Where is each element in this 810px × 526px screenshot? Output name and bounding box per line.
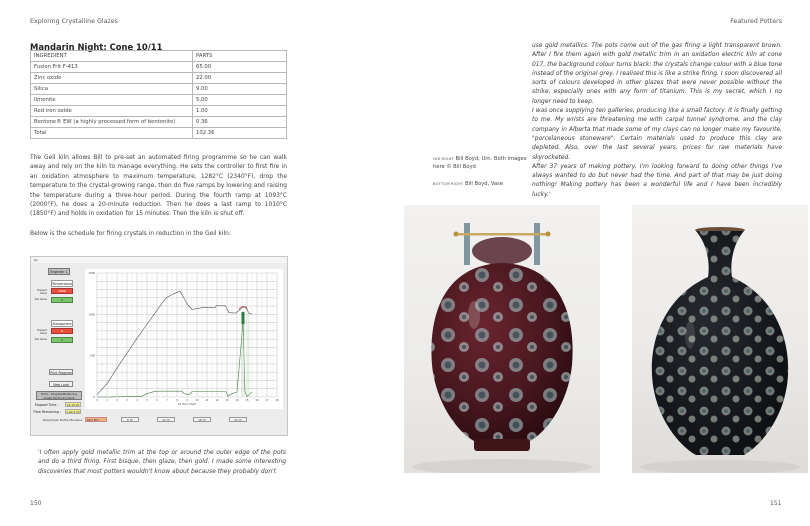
new-load-button[interactable]: New Load: [49, 381, 73, 387]
range-12hr-button[interactable]: 12 Hr: [157, 417, 175, 422]
parts-cell: 0.36: [193, 117, 287, 128]
svg-text:17: 17: [265, 399, 269, 402]
recipe-table: [30, 50, 287, 139]
table-row: [31, 106, 287, 117]
header-ingredient: INGREDIENT: [31, 51, 193, 62]
caption-text: Bill Boyd, Vase: [464, 181, 504, 187]
present-value-label: Present Value: [37, 289, 47, 295]
ingredient-cell: Zinc oxide: [31, 73, 193, 84]
svg-text:6: 6: [156, 399, 158, 402]
header-parts: PARTS: [193, 51, 287, 62]
table-total-row: [31, 128, 287, 139]
ingredient-cell: Bentone® EW (a highly processed form of bentonite): [31, 117, 193, 128]
ramp-soak-label: Ramp/Soak Profile Filename:: [43, 418, 83, 422]
firing-schedule-chart: [85, 269, 283, 409]
urn-photo: [404, 205, 600, 473]
ingredient-cell: Silica: [31, 84, 193, 95]
svg-text:11: 11: [205, 399, 209, 402]
temperature-label: Temperature: [52, 282, 73, 286]
svg-text:7: 7: [166, 399, 168, 402]
print-program-button[interactable]: Print Program: [50, 371, 72, 375]
parts-cell: 102.36: [193, 128, 287, 139]
table-row: [31, 62, 287, 73]
set-value-label: Set Value: [34, 298, 47, 301]
caption-label: FAR RIGHT: [433, 157, 454, 161]
range-18hr-button[interactable]: 18 Hr: [193, 417, 211, 422]
vase-illustration: [632, 205, 808, 473]
control-panel: [31, 263, 83, 413]
svg-text:3: 3: [126, 399, 128, 402]
caption-bottom-right: [433, 180, 533, 188]
svg-text:13: 13: [225, 399, 229, 402]
temperature-set-value[interactable]: 0: [51, 297, 73, 303]
svg-text:12: 12: [215, 399, 219, 402]
recipe-title: Mandarin Night: Cone 10/11: [30, 42, 163, 52]
svg-text:1000: 1000: [88, 313, 95, 317]
svg-text:16 Hour Chart: 16 Hour Chart: [177, 403, 197, 406]
atmosphere-present-value: 0: [51, 328, 73, 334]
parts-cell: 9.00: [193, 84, 287, 95]
caption-text: Bill Boyd, Urn. Both images here © Bill Boyd: [433, 156, 527, 170]
svg-text:18: 18: [275, 399, 279, 402]
time-remaining-value: 1:00:3:15: [66, 410, 80, 414]
caption-far-right: [433, 155, 533, 171]
table-row: [31, 117, 287, 128]
urn-illustration: [404, 205, 600, 473]
svg-text:0: 0: [93, 396, 95, 399]
table-header-row: [31, 51, 287, 62]
caption-label: BOTTOM RIGHT: [433, 182, 464, 186]
window-titlebar: Rp: [31, 257, 287, 263]
range-6hr-button[interactable]: 6 Hr: [121, 417, 139, 422]
svg-text:9: 9: [186, 399, 188, 402]
svg-text:14: 14: [235, 399, 239, 402]
temperature-present-value: 1000: [51, 288, 73, 294]
parts-cell: 5.00: [193, 95, 287, 106]
interview-paragraph: I was once supplying ten galleries, producing like a small factory. It is finally getting to me. My wrists are threatening me with carpal tunnel syndrome, and the clay company in Alberta that made some of my clays can no longer make my favourite, "porcelaneous stoneware". Certain materials used to produce this clay are depleted. Also, over the last several years, prices for raw materials have skyrocketed.: [532, 107, 782, 161]
parts-cell: 1.00: [193, 106, 287, 117]
svg-text:0: 0: [96, 399, 98, 402]
svg-text:15: 15: [245, 399, 249, 402]
parts-cell: 22.00: [193, 73, 287, 84]
svg-text:5: 5: [146, 399, 148, 402]
svg-text:1500: 1500: [88, 272, 95, 275]
chart-svg: [85, 269, 283, 409]
running-head-left: Exploring Crystalline Glazes: [30, 18, 118, 25]
present-value-label: Present Value: [37, 329, 47, 335]
ingredient-cell: Red iron oxide: [31, 106, 193, 117]
parts-cell: 65.00: [193, 62, 287, 73]
interview-paragraph: use gold metallics. The pots come out of the gas firing a light transparent brown. After I fire them again with gold metallic trim in an oxidation electric kiln at cone 017, the background colour turns black: the crystals change colour with a blue tone instead of the original grey. I realised this is like a strike firing. I soon discovered all sorts of colours developed in other glazes that were never possible without the strike, especially ones with any form of titanium. This is my secret, which I no longer need to keep.: [532, 42, 782, 105]
interview-text: [532, 41, 782, 199]
elapsed-time-label: Elapsed Time :: [35, 403, 59, 407]
body-paragraph-schedule-intro: Below is the schedule for firing crystals in reduction in the Geil kiln:: [30, 230, 231, 237]
program-monitoring-button[interactable]: M.F.S. - Program/Monitoring Create the Environment: [36, 391, 82, 400]
time-remaining-label: Time Remaining :: [33, 410, 61, 414]
svg-text:16: 16: [255, 399, 259, 402]
atmosphere-set-value[interactable]: 5: [51, 337, 73, 343]
atmosphere-label: Atmosphere: [52, 322, 72, 326]
svg-text:1: 1: [106, 399, 108, 402]
ingredient-cell: Total: [31, 128, 193, 139]
svg-text:8: 8: [176, 399, 178, 402]
range-24hr-button[interactable]: 24 Hr: [229, 417, 247, 422]
engineer-button[interactable]: Engineer 1: [48, 268, 70, 275]
elapsed-time-value: 15:15:20: [66, 403, 80, 407]
pull-quote: 'I often apply gold metallic trim at the top or around the outer edge of the pots and do a third firing. First bisque, then glaze, then gold. I made some interesting discoveries that most potters wouldn't know about because they probably don't: [38, 449, 286, 475]
interview-paragraph: After 37 years of making pottery, I'm looking forward to doing other things I've always wanted to do but never had the time. And part of that may be just doing nothing! Making pottery has been a wonderful life and I have been incredibly lucky.': [532, 162, 782, 198]
table-row: [31, 95, 287, 106]
page-number-left: 150: [30, 500, 42, 507]
page-number-right: 151: [770, 500, 782, 507]
svg-text:4: 4: [136, 399, 138, 402]
svg-text:2: 2: [116, 399, 118, 402]
table-row: [31, 73, 287, 84]
body-paragraph-kiln: The Geil kiln allows Bill to pre-set an automated firing programme so he can walk away and rely on the kiln to manage everything. He sets the controller to first fire in an oxidation atmosphere to maximum temperature, 1282°C (2340°F), drop the temperature to the crystal-growing range, then do five ramps by lowering and raising the temperature during a three-hour period. During the fourth ramp at 1093°C (2000°F), he does a 20-minute reduction. Then he does a last ramp to 1010°C (1850°F) and holds in oxidation for 15 minutes. Then the kiln is shut off.: [30, 154, 287, 218]
vase-photo: [632, 205, 808, 473]
ingredient-cell: Ilmenite: [31, 95, 193, 106]
set-value-label: Set Value: [34, 338, 47, 341]
svg-text:500: 500: [90, 354, 95, 358]
running-head-right: Featured Potters: [730, 18, 782, 25]
ramp-soak-filename[interactable]: Bent Bird: [85, 417, 107, 422]
kiln-controller-screenshot: [30, 256, 288, 436]
svg-text:10: 10: [195, 399, 199, 402]
table-row: [31, 84, 287, 95]
ingredient-cell: Fusion Frit F-413: [31, 62, 193, 73]
